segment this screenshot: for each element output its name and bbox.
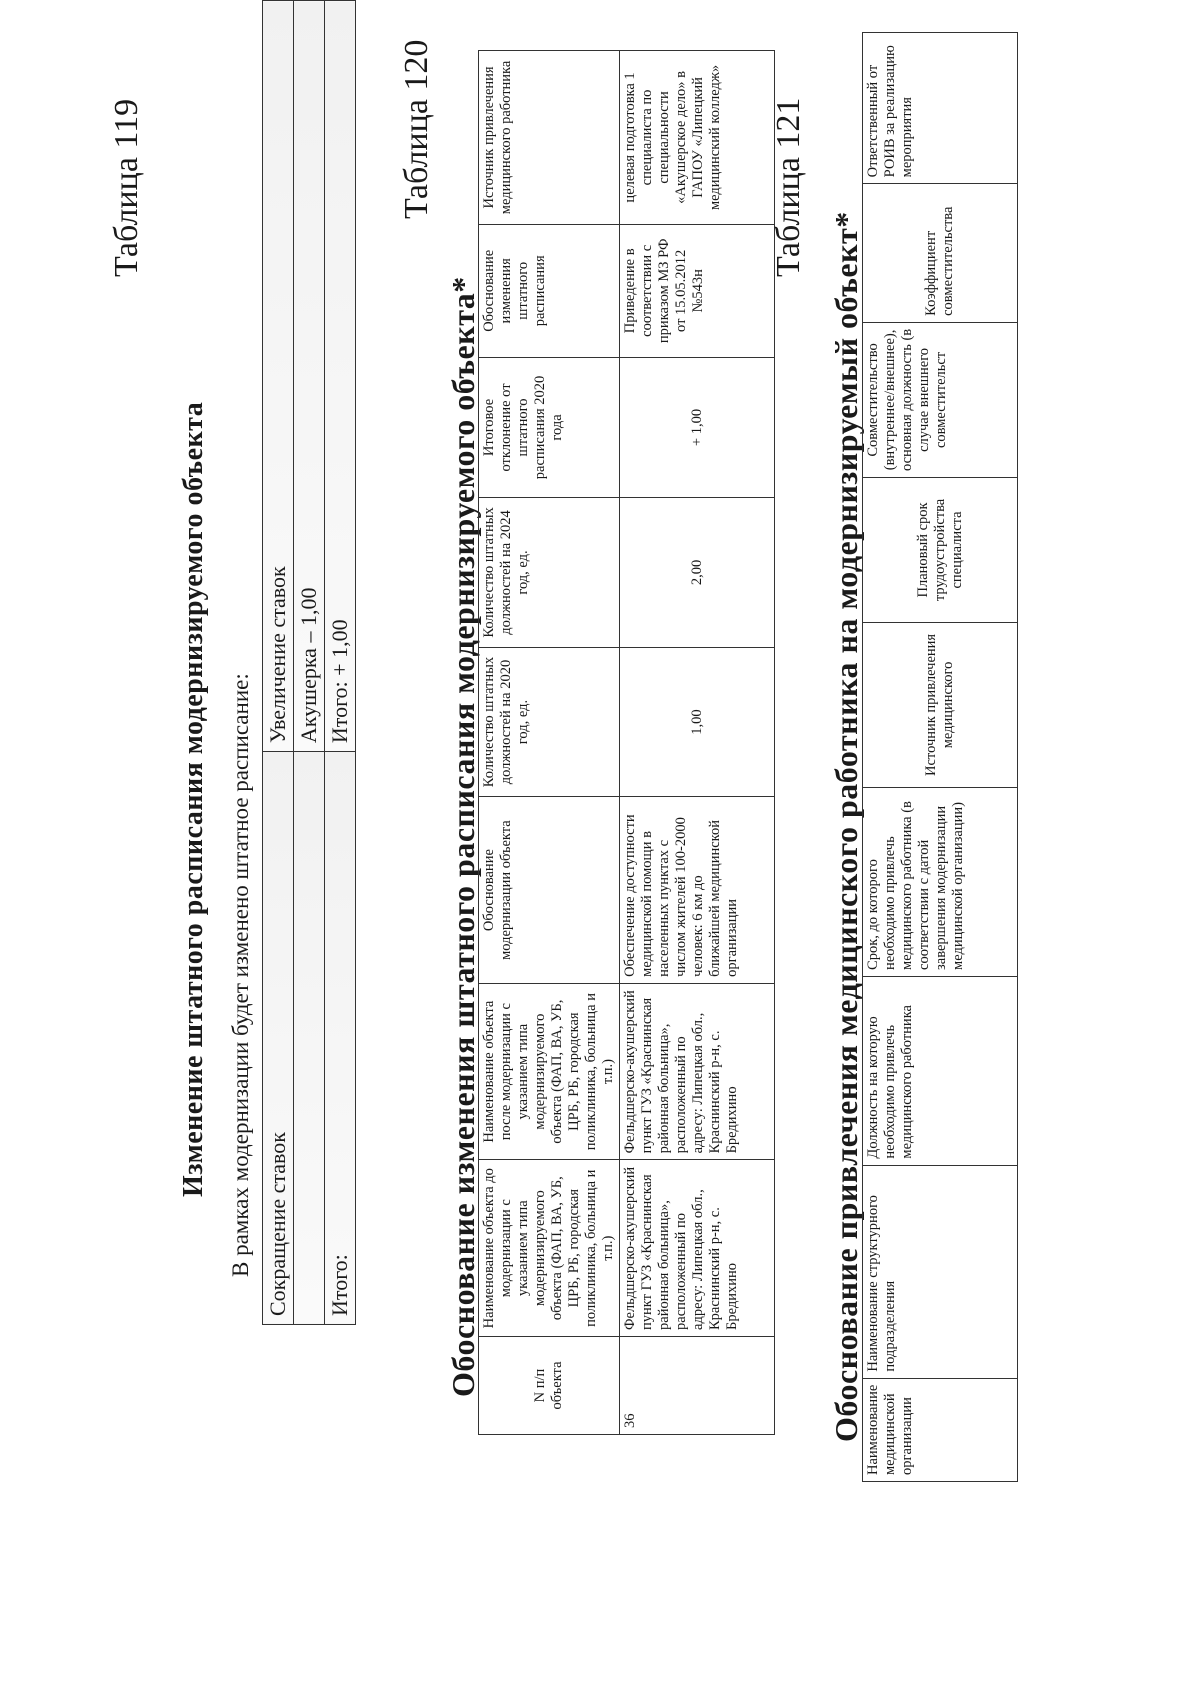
header-cell: Обоснование изменения штатного расписания bbox=[479, 224, 620, 357]
table-cell: Итого: bbox=[325, 752, 356, 1325]
header-cell: Источник привлечения медицинского bbox=[863, 622, 1018, 787]
table-121-caption: Таблица 121 bbox=[770, 97, 807, 277]
table-header-row bbox=[479, 51, 620, 1435]
table-row bbox=[620, 51, 775, 1435]
page-title: Изменение штатного расписания модернизируемого объекта bbox=[178, 401, 209, 1197]
header-cell: Количество штатных должностей на 2024 год, ед. bbox=[479, 498, 620, 648]
header-cell: Ответственный от РОИВ за реализацию мероприятия bbox=[863, 33, 1018, 184]
table-header-row bbox=[863, 33, 1018, 1482]
table-121-heading: Обоснование привлечения медицинского работника на модернизируемый объект* bbox=[828, 211, 864, 1442]
table-row bbox=[263, 1, 294, 1325]
table-cell: целевая подготовка 1 специалиста по специальности «Акушерское дело» в ГАПОУ «Липецкий медицинский колледж» bbox=[620, 51, 775, 225]
table-120-heading: Обоснование изменения штатного расписания модернизируемого объекта* bbox=[445, 276, 481, 1397]
table-119-caption: Таблица 119 bbox=[108, 98, 145, 277]
table-119 bbox=[262, 0, 356, 1325]
header-cell: Плановый срок трудоустройства специалиста bbox=[863, 478, 1018, 623]
header-cell: Итоговое отклонение от штатного расписания 2020 года bbox=[479, 357, 620, 497]
header-cell: Срок, до которого необходимо привлечь медицинского работника (в соответствии с датой завершения модернизации медицинской организации) bbox=[863, 788, 1018, 977]
table-cell: Обеспечение доступности медицинской помощи в населенных пунктах с числом жителей 100-2000 человек: 6 км до ближайшей медицинской организации bbox=[620, 797, 775, 984]
header-cell: Должность на которую необходимо привлечь медицинского работника bbox=[863, 976, 1018, 1165]
table-cell: Приведение в соответствии с приказом МЗ РФ от 15.05.2012 №543н bbox=[620, 224, 775, 357]
table-cell: Увеличение ставок bbox=[263, 1, 294, 752]
table-cell: 36 bbox=[620, 1336, 775, 1434]
header-cell: Обоснование модернизации объекта bbox=[479, 797, 620, 984]
table-121 bbox=[862, 32, 1018, 1482]
intro-text: В рамках модернизации будет изменено штатное расписание: bbox=[228, 673, 253, 1277]
table-cell: 2,00 bbox=[620, 498, 775, 648]
table-cell: Сокращение ставок bbox=[263, 752, 294, 1325]
header-cell: Наименование объекта до модернизации с указанием типа модернизируемого объекта (ФАП, ВА, УБ, ЦРБ, РБ, городская поликлиника, больница и т.п.) bbox=[479, 1160, 620, 1337]
header-cell: Наименование объекта после модернизации с указанием типа модернизируемого объекта (ФАП, ВА, УБ, ЦРБ, РБ, городская поликлиника, больница и т.п.) bbox=[479, 983, 620, 1160]
table-cell: Фельдшерско-акушерский пункт ГУЗ «Краснинская районная больница», расположенный по адресу: Липецкая обл., Краснинский р-н, с. Бредихино bbox=[620, 983, 775, 1160]
header-cell: Источник привлечения медицинского работника bbox=[479, 51, 620, 225]
table-cell: Фельдшерско-акушерский пункт ГУЗ «Краснинская районная больница», расположенный по адресу: Липецкая обл., Краснинский р-н, с. Бредихино bbox=[620, 1160, 775, 1337]
table-cell: + 1,00 bbox=[620, 357, 775, 497]
table-cell: Итого: + 1,00 bbox=[325, 1, 356, 752]
table-row bbox=[294, 1, 325, 1325]
table-cell: 1,00 bbox=[620, 647, 775, 797]
header-cell: Наименование структурного подразделения bbox=[863, 1165, 1018, 1378]
table-cell: Акушерка – 1,00 bbox=[294, 1, 325, 752]
table-cell bbox=[294, 752, 325, 1325]
header-cell: N п/п объекта bbox=[479, 1336, 620, 1434]
header-cell: Совместительство (внутреннее/внешнее), основная должность (в случае внешнего совместительст bbox=[863, 322, 1018, 477]
header-cell: Наименование медицинской организации bbox=[863, 1378, 1018, 1481]
table-row bbox=[325, 1, 356, 1325]
header-cell: Коэффициент совместительства bbox=[863, 184, 1018, 323]
table-120-caption: Таблица 120 bbox=[398, 39, 435, 219]
header-cell: Количество штатных должностей на 2020 год, ед. bbox=[479, 647, 620, 797]
table-120 bbox=[478, 50, 775, 1435]
